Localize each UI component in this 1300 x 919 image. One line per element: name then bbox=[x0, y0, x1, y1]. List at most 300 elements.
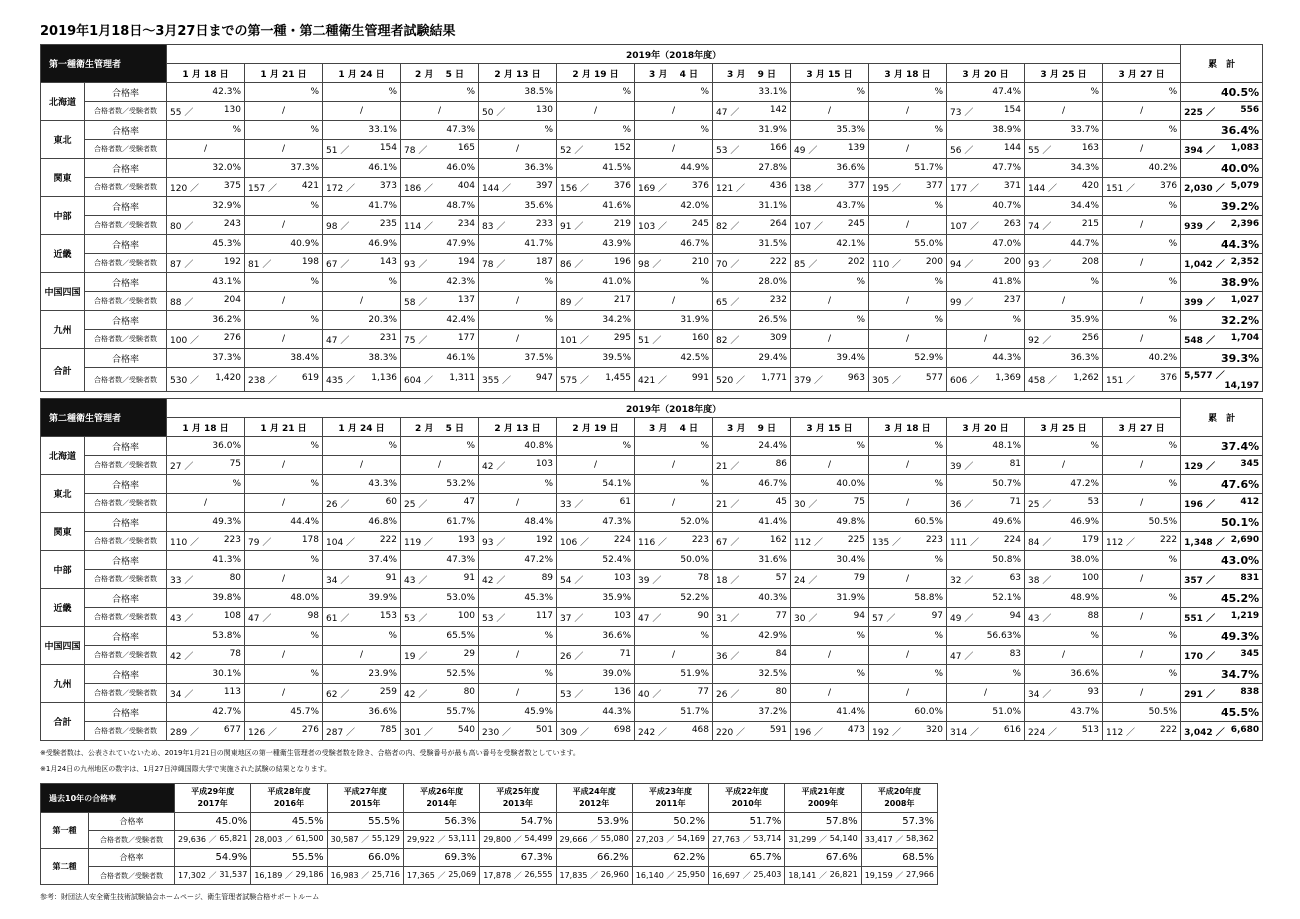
count-cell bbox=[947, 722, 1025, 741]
cumulative-rate: 36.4% bbox=[1181, 121, 1263, 140]
fiscal-year-header bbox=[632, 784, 708, 813]
examinee-count: 136 bbox=[613, 686, 632, 697]
heisei-year: 平成24年度 bbox=[572, 787, 616, 796]
pass-rate: % bbox=[167, 475, 245, 494]
cumulative-count bbox=[1181, 102, 1263, 121]
pass-rate: 41.4% bbox=[791, 703, 869, 722]
count-cell bbox=[791, 178, 869, 197]
cumulative-count bbox=[1181, 368, 1263, 392]
table-row bbox=[41, 311, 1263, 330]
count-cell bbox=[1025, 216, 1103, 235]
count-cell: / bbox=[869, 494, 947, 513]
pass-rate: 57.3% bbox=[861, 813, 937, 831]
count-cell: / bbox=[245, 292, 323, 311]
passed-count: 47 ／ bbox=[638, 613, 662, 624]
count-cell bbox=[1025, 330, 1103, 349]
passed-count: 110 ／ bbox=[170, 537, 200, 548]
pass-rate: 47.0% bbox=[947, 235, 1025, 254]
examinee-count: 376 bbox=[1159, 180, 1178, 191]
examinee-count: 223 bbox=[925, 534, 944, 545]
pass-rate: 40.8% bbox=[479, 437, 557, 456]
examinee-count: 78 bbox=[229, 648, 242, 659]
examinee-count: 86 bbox=[775, 458, 788, 469]
passed-count: 17,302 ／ bbox=[178, 871, 217, 880]
examinee-count: 178 bbox=[301, 534, 320, 545]
examinee-count: 223 bbox=[691, 534, 710, 545]
count-cell bbox=[323, 216, 401, 235]
examinee-count: 1,311 bbox=[449, 373, 476, 383]
pass-rate: 47.3% bbox=[401, 121, 479, 140]
count-cell: / bbox=[245, 216, 323, 235]
table-row bbox=[41, 831, 938, 849]
examinee-count: 233 bbox=[535, 218, 554, 229]
passed-count: 98 ／ bbox=[638, 259, 662, 270]
examinee-count: 222 bbox=[769, 256, 788, 267]
pass-rate: 53.0% bbox=[401, 589, 479, 608]
pass-rate: 51.7% bbox=[869, 159, 947, 178]
count-cell bbox=[635, 178, 713, 197]
pass-rate: 66.0% bbox=[327, 849, 403, 867]
pass-rate: 45.3% bbox=[479, 589, 557, 608]
passed-count: 47 ／ bbox=[716, 107, 740, 118]
fiscal-year-header bbox=[403, 784, 479, 813]
passed-count: 157 ／ bbox=[248, 183, 278, 194]
pass-rate: 41.7% bbox=[479, 235, 557, 254]
cumulative-rate: 44.3% bbox=[1181, 235, 1263, 254]
rate-label: 合格率 bbox=[85, 235, 167, 254]
table-row bbox=[41, 456, 1263, 475]
examinee-count: 27,966 bbox=[905, 870, 934, 879]
date-header: 3 月 25 日 bbox=[1025, 64, 1103, 83]
count-cell bbox=[403, 831, 479, 849]
examinee-count: 219 bbox=[613, 218, 632, 229]
examinee-count: 84 bbox=[775, 648, 788, 659]
passed-count: 78 ／ bbox=[482, 259, 506, 270]
passed-count: 1,348 ／ bbox=[1184, 537, 1225, 548]
pass-rate: 37.3% bbox=[245, 159, 323, 178]
examinee-count: 58,362 bbox=[905, 834, 934, 843]
examinee-count: 513 bbox=[1081, 724, 1100, 735]
count-cell bbox=[791, 608, 869, 627]
passed-count: 74 ／ bbox=[1028, 221, 1052, 232]
count-cell bbox=[869, 254, 947, 273]
count-cell bbox=[947, 570, 1025, 589]
passed-count: 85 ／ bbox=[794, 259, 818, 270]
pass-rate: 35.9% bbox=[557, 589, 635, 608]
pass-rate: 52.2% bbox=[635, 589, 713, 608]
date-header: 1 月 21 日 bbox=[245, 418, 323, 437]
count-cell: / bbox=[869, 646, 947, 665]
count-cell: / bbox=[557, 102, 635, 121]
region-name: 東北 bbox=[41, 475, 85, 513]
passed-count: 49 ／ bbox=[950, 613, 974, 624]
count-cell bbox=[401, 368, 479, 392]
examinee-count: 1,771 bbox=[761, 373, 788, 383]
examinee-count: 677 bbox=[223, 724, 242, 735]
count-cell bbox=[245, 532, 323, 551]
passed-count: 92 ／ bbox=[1028, 335, 1052, 346]
region-name: 中部 bbox=[41, 551, 85, 589]
passed-count: 458 ／ bbox=[1028, 376, 1058, 386]
count-cell bbox=[709, 867, 785, 885]
count-cell: / bbox=[635, 102, 713, 121]
fiscal-year-header bbox=[480, 784, 556, 813]
pass-rate: % bbox=[245, 273, 323, 292]
table-row bbox=[41, 102, 1263, 121]
pass-rate: % bbox=[1025, 437, 1103, 456]
pass-rate: 42.0% bbox=[635, 197, 713, 216]
count-cell bbox=[947, 608, 1025, 627]
rate-label: 合格率 bbox=[85, 551, 167, 570]
pass-rate: 53.8% bbox=[167, 627, 245, 646]
pass-rate: 43.1% bbox=[167, 273, 245, 292]
count-cell bbox=[245, 178, 323, 197]
section-title: 第二種衛生管理者 bbox=[41, 399, 167, 437]
passed-count: 65 ／ bbox=[716, 297, 740, 308]
examinee-count: 55,129 bbox=[371, 834, 400, 843]
examinee-count: 130 bbox=[535, 104, 554, 115]
count-cell: / bbox=[1103, 102, 1181, 121]
count-cell bbox=[557, 532, 635, 551]
pass-rate: 38.0% bbox=[1025, 551, 1103, 570]
pass-rate: 40.0% bbox=[791, 475, 869, 494]
examinee-count: 88 bbox=[1087, 610, 1100, 621]
cumulative-rate: 38.9% bbox=[1181, 273, 1263, 292]
examinee-count: 1,369 bbox=[995, 373, 1022, 383]
pass-rate: % bbox=[1103, 551, 1181, 570]
table-row bbox=[41, 513, 1263, 532]
passed-count: 47 ／ bbox=[248, 613, 272, 624]
pass-rate: 35.3% bbox=[791, 121, 869, 140]
passed-count: 16,697 ／ bbox=[712, 871, 751, 880]
count-cell bbox=[791, 140, 869, 159]
passed-count: 55 ／ bbox=[1028, 145, 1052, 156]
heisei-year: 平成21年度 bbox=[801, 787, 845, 796]
pass-rate: 38.9% bbox=[947, 121, 1025, 140]
count-cell bbox=[245, 608, 323, 627]
pass-rate: 36.3% bbox=[479, 159, 557, 178]
passed-count: 30 ／ bbox=[794, 613, 818, 624]
count-cell bbox=[791, 368, 869, 392]
pass-rate: 41.8% bbox=[947, 273, 1025, 292]
passed-count: 86 ／ bbox=[560, 259, 584, 270]
count-label: 合格者数／受験者数 bbox=[85, 722, 167, 741]
pass-rate: 42.1% bbox=[791, 235, 869, 254]
date-header: 3 月 25 日 bbox=[1025, 418, 1103, 437]
examinee-count: 619 bbox=[301, 373, 320, 383]
passed-count: 314 ／ bbox=[950, 727, 980, 738]
examinee-count: 320 bbox=[925, 724, 944, 735]
passed-count: 42 ／ bbox=[482, 575, 506, 586]
examinee-count: 165 bbox=[457, 142, 476, 153]
pass-rate: % bbox=[869, 197, 947, 216]
examinee-count: 377 bbox=[925, 180, 944, 191]
pass-rate: 37.3% bbox=[167, 349, 245, 368]
count-cell bbox=[403, 867, 479, 885]
passed-count: 287 ／ bbox=[326, 727, 356, 738]
examinee-count: 47 bbox=[463, 496, 476, 507]
passed-count: 435 ／ bbox=[326, 376, 356, 386]
pass-rate: 34.3% bbox=[1025, 159, 1103, 178]
table-row bbox=[41, 121, 1263, 140]
count-cell: / bbox=[557, 456, 635, 475]
examinee-count: 1,704 bbox=[1230, 332, 1260, 343]
count-cell bbox=[635, 254, 713, 273]
passed-count: 47 ／ bbox=[950, 651, 974, 662]
passed-count: 33,417 ／ bbox=[864, 835, 904, 844]
pass-rate: % bbox=[1103, 311, 1181, 330]
count-cell bbox=[791, 532, 869, 551]
examinee-count: 222 bbox=[1159, 724, 1178, 735]
pass-rate: % bbox=[245, 665, 323, 684]
passed-count: 51 ／ bbox=[326, 145, 350, 156]
count-cell bbox=[167, 102, 245, 121]
cumulative-rate: 40.0% bbox=[1181, 159, 1263, 178]
pass-rate: 49.3% bbox=[167, 513, 245, 532]
count-cell: / bbox=[1103, 646, 1181, 665]
rate-label: 合格率 bbox=[85, 311, 167, 330]
count-cell bbox=[167, 254, 245, 273]
passed-count: 16,140 ／ bbox=[635, 871, 675, 880]
count-cell bbox=[479, 178, 557, 197]
count-cell: / bbox=[869, 292, 947, 311]
examinee-count: 210 bbox=[691, 256, 710, 267]
date-header: 2 月 19 日 bbox=[557, 418, 635, 437]
section-title: 第一種衛生管理者 bbox=[41, 45, 167, 83]
pass-rate: 39.8% bbox=[167, 589, 245, 608]
examinee-count: 31,537 bbox=[219, 870, 248, 879]
cumulative-count bbox=[1181, 178, 1263, 197]
passed-count: 520 ／ bbox=[716, 376, 746, 386]
pass-rate: % bbox=[791, 627, 869, 646]
count-cell bbox=[479, 102, 557, 121]
date-header: 2 月 13 日 bbox=[479, 64, 557, 83]
count-label: 合格者数／受験者数 bbox=[85, 608, 167, 627]
past-10-years-table bbox=[40, 783, 938, 885]
pass-rate: 47.3% bbox=[557, 513, 635, 532]
passed-count: 51 ／ bbox=[638, 335, 662, 346]
examinee-count: 234 bbox=[457, 218, 476, 229]
pass-rate: 35.6% bbox=[479, 197, 557, 216]
passed-count: 575 ／ bbox=[560, 376, 590, 386]
region-name: 近畿 bbox=[41, 235, 85, 273]
examinee-count: 420 bbox=[1081, 180, 1100, 191]
passed-count: 58 ／ bbox=[404, 297, 428, 308]
examinee-count: 1,027 bbox=[1230, 294, 1260, 305]
examinee-count: 26,555 bbox=[524, 870, 553, 879]
count-cell bbox=[1025, 368, 1103, 392]
pass-rate: % bbox=[479, 311, 557, 330]
count-cell bbox=[713, 722, 791, 741]
rate-label: 合格率 bbox=[85, 197, 167, 216]
count-cell bbox=[635, 570, 713, 589]
pass-rate: 36.6% bbox=[1025, 665, 1103, 684]
cumulative-count bbox=[1181, 292, 1263, 311]
passed-count: 21 ／ bbox=[716, 461, 740, 472]
examinee-count: 154 bbox=[379, 142, 398, 153]
count-cell bbox=[479, 456, 557, 475]
count-cell bbox=[479, 216, 557, 235]
examinee-count: 963 bbox=[847, 373, 866, 383]
count-cell: / bbox=[1103, 216, 1181, 235]
pass-rate: 32.9% bbox=[167, 197, 245, 216]
passed-count: 36 ／ bbox=[950, 499, 974, 510]
examinee-count: 785 bbox=[379, 724, 398, 735]
count-cell bbox=[947, 254, 1025, 273]
pass-rate: % bbox=[869, 83, 947, 102]
passed-count: 551 ／ bbox=[1184, 613, 1216, 624]
pass-rate: % bbox=[635, 121, 713, 140]
examinee-count: 162 bbox=[769, 534, 788, 545]
pass-rate: 31.5% bbox=[713, 235, 791, 254]
passed-count: 107 ／ bbox=[950, 221, 980, 232]
count-cell: / bbox=[245, 494, 323, 513]
examinee-count: 345 bbox=[1240, 458, 1260, 469]
region-name: 関東 bbox=[41, 513, 85, 551]
examinee-count: 224 bbox=[1003, 534, 1022, 545]
table-row bbox=[41, 83, 1263, 102]
examinee-count: 831 bbox=[1240, 572, 1260, 583]
examinee-count: 371 bbox=[1003, 180, 1022, 191]
count-cell: / bbox=[635, 140, 713, 159]
count-label: 合格者数／受験者数 bbox=[85, 684, 167, 703]
pass-rate: % bbox=[479, 273, 557, 292]
rate-label: 合格率 bbox=[89, 849, 175, 867]
examinee-count: 54,499 bbox=[524, 834, 553, 843]
examinee-count: 577 bbox=[925, 373, 944, 383]
pass-rate: 54.7% bbox=[480, 813, 556, 831]
pass-rate: 40.7% bbox=[947, 197, 1025, 216]
pass-rate: 41.7% bbox=[323, 197, 401, 216]
examinee-count: 75 bbox=[229, 458, 242, 469]
pass-rate: 30.4% bbox=[791, 551, 869, 570]
cumulative-rate: 47.6% bbox=[1181, 475, 1263, 494]
pass-rate: 47.2% bbox=[1025, 475, 1103, 494]
examinee-count: 83 bbox=[1009, 648, 1022, 659]
pass-rate: % bbox=[869, 273, 947, 292]
count-cell: / bbox=[479, 292, 557, 311]
count-cell bbox=[401, 646, 479, 665]
passed-count: 225 ／ bbox=[1184, 107, 1216, 118]
pass-rate: % bbox=[1025, 273, 1103, 292]
passed-count: 100 ／ bbox=[170, 335, 200, 346]
passed-count: 172 ／ bbox=[326, 183, 356, 194]
passed-count: 151 ／ bbox=[1106, 376, 1136, 386]
count-cell bbox=[401, 494, 479, 513]
passed-count: 110 ／ bbox=[872, 259, 902, 270]
pass-rate: 69.3% bbox=[403, 849, 479, 867]
passed-count: 357 ／ bbox=[1184, 575, 1216, 586]
examinee-count: 98 bbox=[307, 610, 320, 621]
passed-count: 27,763 ／ bbox=[712, 835, 751, 844]
count-cell: / bbox=[1103, 494, 1181, 513]
count-cell bbox=[1025, 178, 1103, 197]
passed-count: 53 ／ bbox=[716, 145, 740, 156]
examinee-count: 25,950 bbox=[677, 870, 706, 879]
count-cell bbox=[1103, 178, 1181, 197]
count-label: 合格者数／受験者数 bbox=[85, 456, 167, 475]
count-cell bbox=[713, 140, 791, 159]
pass-rate: 45.3% bbox=[167, 235, 245, 254]
count-cell bbox=[480, 867, 556, 885]
count-cell bbox=[861, 831, 937, 849]
count-cell bbox=[401, 254, 479, 273]
count-cell: / bbox=[245, 684, 323, 703]
fiscal-year-header bbox=[861, 784, 937, 813]
count-cell bbox=[167, 330, 245, 349]
passed-count: 33 ／ bbox=[170, 575, 194, 586]
examinee-count: 2,352 bbox=[1230, 256, 1260, 267]
fiscal-year-header bbox=[251, 784, 327, 813]
count-cell bbox=[791, 494, 869, 513]
heisei-year: 平成28年度 bbox=[267, 787, 311, 796]
pass-rate: 34.2% bbox=[557, 311, 635, 330]
pass-rate: % bbox=[869, 665, 947, 684]
passed-count: 16,983 ／ bbox=[330, 871, 370, 880]
count-cell bbox=[791, 570, 869, 589]
pass-rate: % bbox=[791, 273, 869, 292]
examinee-count: 63 bbox=[1009, 572, 1022, 583]
examinee-count: 404 bbox=[457, 180, 476, 191]
pass-rate: 53.9% bbox=[556, 813, 632, 831]
count-label: 合格者数／受験者数 bbox=[85, 330, 167, 349]
examinee-count: 94 bbox=[853, 610, 866, 621]
passed-count: 421 ／ bbox=[638, 376, 668, 386]
region-name: 中部 bbox=[41, 197, 85, 235]
examinee-count: 113 bbox=[223, 686, 242, 697]
table-row bbox=[41, 475, 1263, 494]
count-cell: / bbox=[1025, 292, 1103, 311]
pass-rate: 39.0% bbox=[557, 665, 635, 684]
date-header: 1 月 18 日 bbox=[167, 64, 245, 83]
pass-rate: 56.63% bbox=[947, 627, 1025, 646]
pass-rate: 58.8% bbox=[869, 589, 947, 608]
pass-rate: 60.0% bbox=[869, 703, 947, 722]
examinee-count: 60 bbox=[385, 496, 398, 507]
count-cell bbox=[479, 570, 557, 589]
count-cell: / bbox=[635, 292, 713, 311]
examinee-count: 421 bbox=[301, 180, 320, 191]
count-cell bbox=[713, 684, 791, 703]
examinee-count: 177 bbox=[457, 332, 476, 343]
examinee-count: 192 bbox=[535, 534, 554, 545]
pass-rate: 30.1% bbox=[167, 665, 245, 684]
pass-rate: % bbox=[635, 83, 713, 102]
count-cell bbox=[632, 867, 708, 885]
count-cell: / bbox=[479, 494, 557, 513]
table-row bbox=[41, 684, 1263, 703]
cumulative-count bbox=[1181, 494, 1263, 513]
pass-rate: 43.3% bbox=[323, 475, 401, 494]
count-cell: / bbox=[947, 330, 1025, 349]
pass-rate: 55.5% bbox=[327, 813, 403, 831]
passed-count: 53 ／ bbox=[404, 613, 428, 624]
rate-label: 合格率 bbox=[89, 813, 175, 831]
pass-rate: 51.9% bbox=[635, 665, 713, 684]
passed-count: 112 ／ bbox=[1106, 537, 1136, 548]
cumulative-rate: 43.0% bbox=[1181, 551, 1263, 570]
examinee-count: 25,403 bbox=[753, 870, 782, 879]
examinee-count: 616 bbox=[1003, 724, 1022, 735]
passed-count: 18,141 ／ bbox=[788, 871, 827, 880]
count-cell bbox=[167, 646, 245, 665]
examinee-count: 153 bbox=[379, 610, 398, 621]
pass-rate: % bbox=[635, 627, 713, 646]
passed-count: 32 ／ bbox=[950, 575, 974, 586]
count-cell: / bbox=[323, 456, 401, 475]
region-name: 九州 bbox=[41, 311, 85, 349]
past-title: 過去10年の合格率 bbox=[41, 784, 175, 813]
